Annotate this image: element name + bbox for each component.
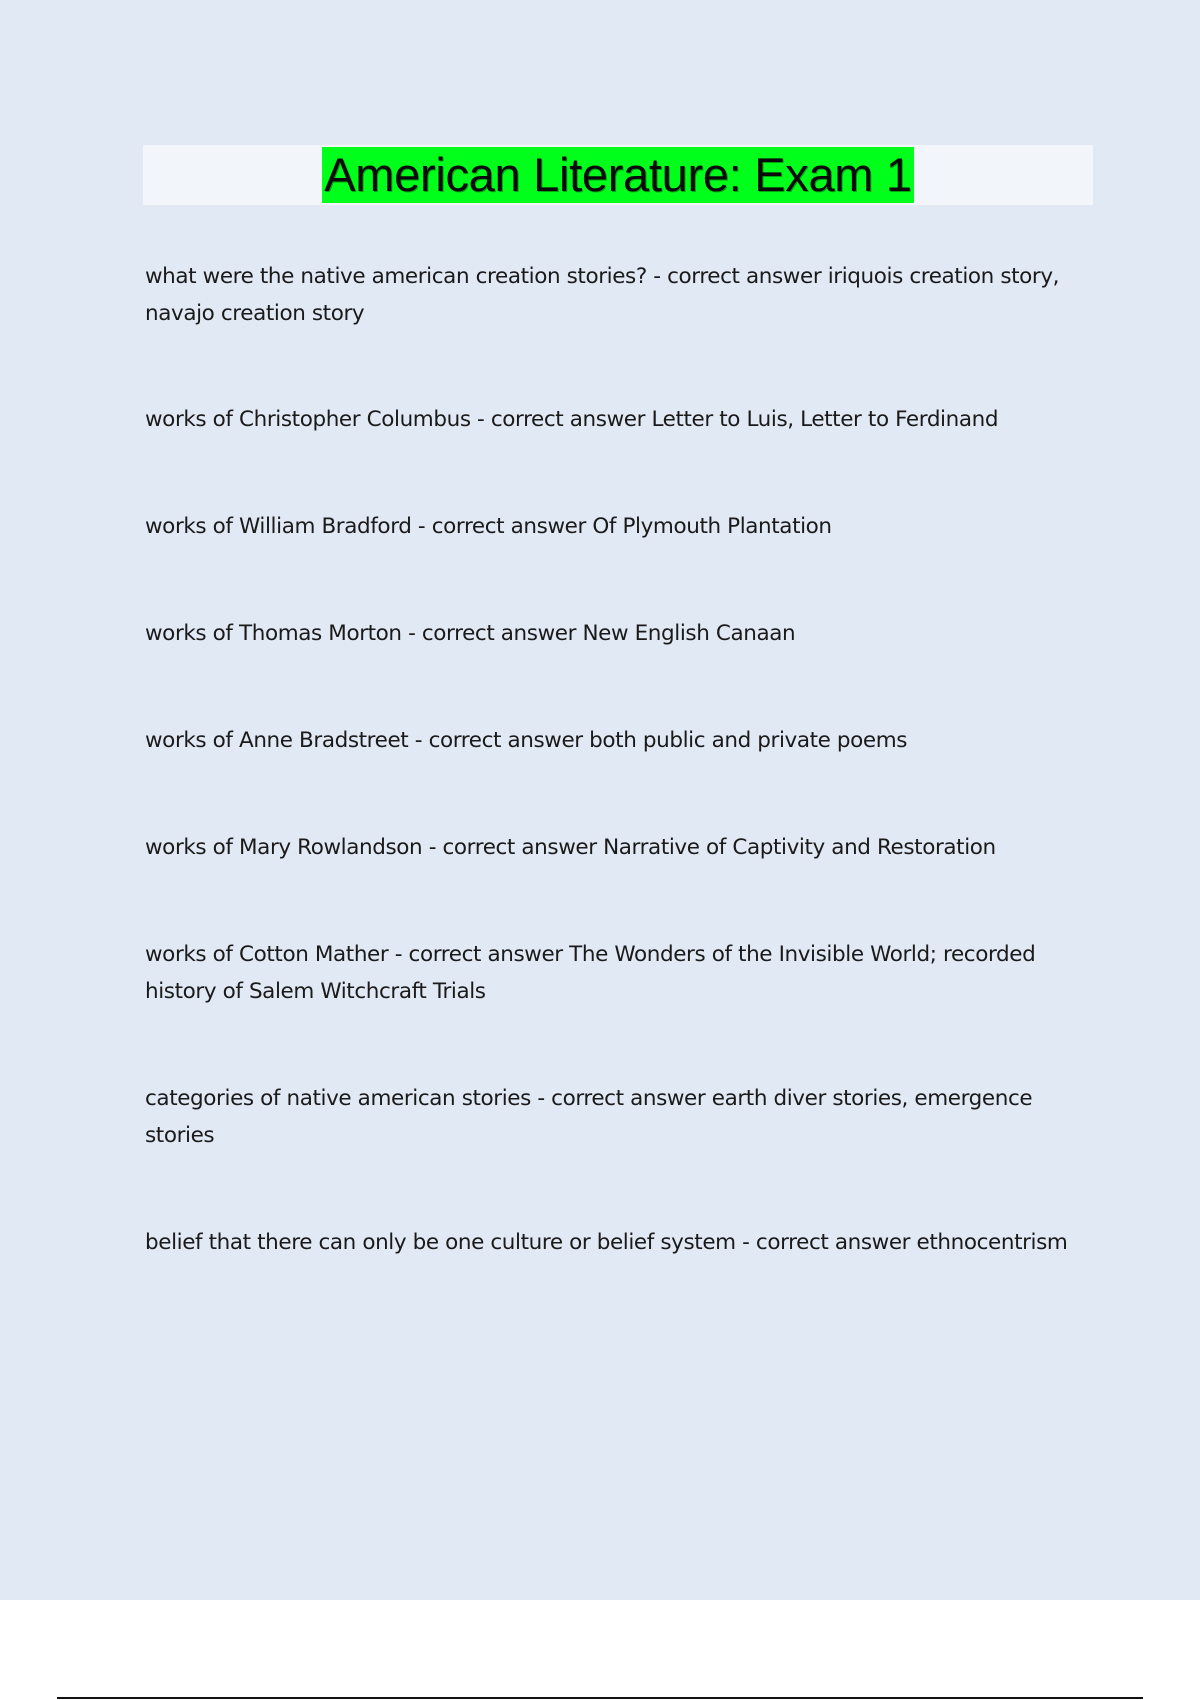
qa-item: works of Cotton Mather - correct answer The Wonders of the Invisible World; recorded history of Salem Witchcraft Trials	[145, 942, 1036, 1004]
qa-item: works of Anne Bradstreet - correct answer both public and private poems	[145, 728, 908, 753]
qa-item: works of Christopher Columbus - correct answer Letter to Luis, Letter to Ferdinand	[145, 407, 999, 432]
qa-item: works of Mary Rowlandson - correct answer Narrative of Captivity and Restoration	[145, 835, 996, 860]
footer-divider	[57, 1697, 1143, 1699]
qa-item: belief that there can only be one culture or belief system - correct answer ethnocentrism	[145, 1230, 1068, 1255]
title-bar	[143, 145, 1093, 205]
qa-item: works of William Bradford - correct answer Of Plymouth Plantation	[145, 514, 832, 539]
qa-item: what were the native american creation stories? - correct answer iriquois creation story, navajo creation story	[145, 264, 1060, 326]
qa-item: categories of native american stories - correct answer earth diver stories, emergence stories	[145, 1086, 1033, 1148]
qa-item: works of Thomas Morton - correct answer New English Canaan	[145, 621, 796, 646]
page-title: American Literature: Exam 1	[324, 148, 912, 201]
